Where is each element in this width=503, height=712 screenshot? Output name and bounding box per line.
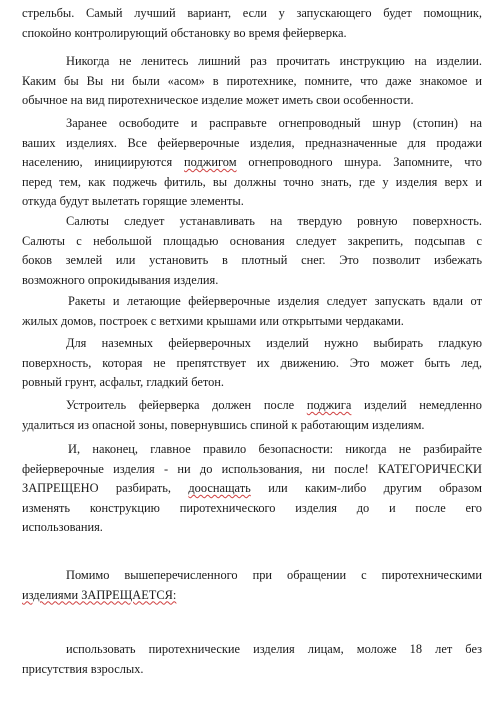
text-fragment: населению, инициируются: [22, 155, 185, 170]
text-line: И, наконец, главное правило безопасности: никогда не разбирайте: [68, 442, 482, 456]
text-line: фейерверочные изделия - ни до использования, ни после! КАТЕГОРИЧЕСКИ: [22, 461, 482, 476]
text-line: Салюты следует устанавливать на твердую ровную поверхность.: [66, 214, 482, 228]
text-line: поверхность, которая не препятствует их движению. Это может быть лед,: [22, 355, 482, 370]
paragraph-surface: [22, 212, 482, 290]
text-line: Помимо вышеперечисленного при обращении с пиротехническими: [66, 568, 482, 582]
spellcheck-word: изделиями ЗАПРЕЩАЕТСЯ:: [22, 587, 177, 602]
text-line: стрельбы. Самый лучший вариант, если у запускающего будет помощник,: [22, 6, 482, 20]
text-line: Каким бы Вы ни были «асом» в пиротехнике, помните, что даже знакомое и: [22, 73, 482, 88]
text-line: ровный грунт, асфальт, гладкий бетон.: [22, 375, 225, 390]
text-line: присутствия взрослых.: [22, 661, 144, 676]
paragraph-operator: [22, 396, 482, 435]
text-fragment: или каким-либо другим образом: [250, 481, 482, 496]
paragraph-main-rule: [22, 440, 482, 538]
paragraph-ground: [22, 334, 482, 393]
spellcheck-word: поджигом: [184, 155, 237, 170]
text-line: перед тем, как поджечь фитиль, вы должны точно знать, где у изделия верх и: [22, 174, 482, 189]
paragraph-age-limit: [22, 640, 482, 679]
text-line: Для наземных фейерверочных изделий нужно выбирать гладкую: [66, 336, 482, 350]
text-fragment: изделий немедленно: [351, 398, 482, 412]
paragraph-prohibited: [22, 566, 482, 605]
text-line: обычное на вид пиротехническое изделие может иметь свои особенности.: [22, 93, 414, 108]
text-fragment: огнепроводного шнура. Запомните, что: [236, 155, 482, 170]
text-line: [22, 153, 482, 173]
text-line: [22, 479, 482, 499]
text-line: боков землей или установить в плотный снег. Это позволит избежать: [22, 253, 482, 268]
text-line: Салюты с небольшой площадью основания следует закрепить, подсыпав с: [22, 233, 482, 248]
text-line: откуда будут вылетать горящие элементы.: [22, 194, 244, 209]
text-line: использования.: [22, 520, 103, 535]
text-line: спокойно контролирующий обстановку во время фейерверка.: [22, 25, 347, 40]
text-line: Ракеты и летающие фейерверочные изделия следует запускать вдали от: [68, 294, 482, 308]
paragraph-fuse: [22, 114, 482, 212]
paragraph-rockets: [22, 292, 482, 331]
text-line: изменять конструкцию пиротехнического изделия до и после его: [22, 500, 482, 515]
text-line: [22, 396, 482, 416]
spellcheck-word: поджига: [306, 398, 352, 412]
text-fragment: Устроитель фейерверка должен после: [66, 398, 307, 412]
text-line: жилых домов, построек с ветхими крышами или открытыми чердаками.: [22, 313, 404, 328]
text-line: возможного опрокидывания изделия.: [22, 272, 219, 287]
text-line: удалиться из опасной зоны, повернувшись спиной к работающим изделиям.: [22, 417, 425, 432]
text-fragment: ЗАПРЕЩЕНО разбирать,: [22, 481, 189, 496]
paragraph-read-instructions: [22, 52, 482, 111]
text-line: ваших изделиях. Все фейерверочные изделия, предназначенные для продажи: [22, 135, 482, 150]
text-line: использовать пиротехнические изделия лицам, моложе 18 лет без: [66, 642, 482, 656]
paragraph-assistant: [22, 4, 482, 43]
text-line: Никогда не ленитесь лишний раз прочитать инструкцию на изделии.: [66, 54, 482, 68]
text-line: Заранее освободите и расправьте огнепроводный шнур (стопин) на: [66, 116, 482, 130]
text-line: [22, 586, 482, 606]
spellcheck-word: дооснащать: [188, 481, 251, 496]
